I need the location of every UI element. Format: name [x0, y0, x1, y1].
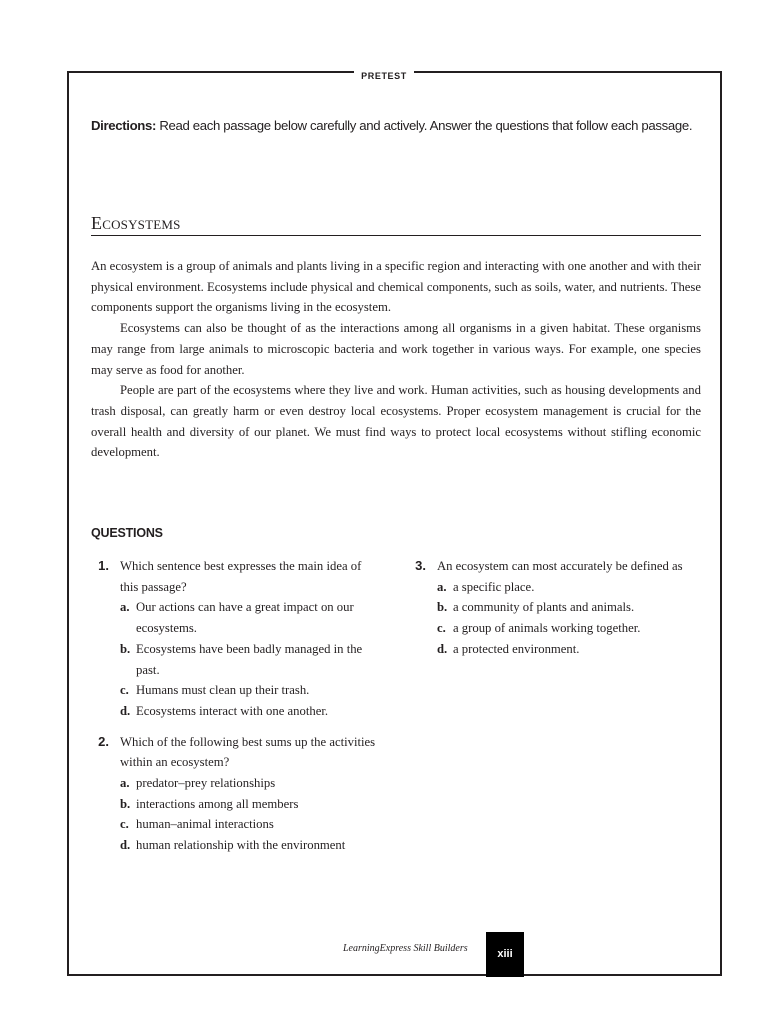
answer-option[interactable] — [120, 814, 381, 835]
answer-option[interactable] — [120, 773, 381, 794]
section-title: Ecosystems — [91, 211, 701, 236]
questions-column-left — [91, 556, 381, 866]
answer-option[interactable] — [120, 639, 381, 680]
option-text: a community of plants and animals. — [453, 600, 635, 615]
questions-heading: QUESTIONS — [91, 526, 163, 540]
questions-column-right — [408, 556, 708, 670]
option-letter: d. — [120, 838, 131, 853]
option-text: a specific place. — [453, 579, 535, 594]
passage-paragraph-2: Ecosystems can also be thought of as the interactions among all organisms in a given habitat. These organisms may range from large animals to microscopic bacteria and work together in various ways. For example, one species may serve as food for another. — [91, 321, 701, 377]
option-text: a protected environment. — [453, 641, 580, 656]
answer-options — [437, 577, 708, 660]
option-text: Ecosystems interact with one another. — [136, 703, 329, 718]
question-number: 1. — [98, 558, 109, 573]
option-letter: a. — [120, 776, 130, 791]
passage-paragraph-1: An ecosystem is a group of animals and plants living in a specific region and interacting with one another and with their physical environment. Ecosystems include physical and chemical components, such as soils, water, and nutrients. These components support the organisms living in the ecosystem. — [91, 259, 701, 315]
option-text: a group of animals working together. — [453, 621, 641, 636]
option-text: human–animal interactions — [136, 817, 274, 832]
answer-options — [120, 597, 381, 721]
option-letter: c. — [437, 621, 446, 636]
passage-paragraph-3: People are part of the ecosystems where they live and work. Human activities, such as housing developments and trash disposal, can greatly harm or even destroy local ecosystems. Proper ecosystem management is crucial for the overall health and diversity of our planet. We must find ways to protect local ecosystems without stifling economic development. — [91, 383, 701, 460]
option-letter: a. — [120, 600, 130, 615]
question-1 — [91, 556, 381, 722]
directions — [91, 117, 711, 135]
directions-text: Read each passage below carefully and actively. Answer the questions that follow each passage. — [156, 118, 693, 133]
option-text: human relationship with the environment — [136, 838, 346, 853]
option-letter: c. — [120, 817, 129, 832]
question-text: An ecosystem can most accurately be defined as — [437, 559, 683, 573]
answer-options — [120, 773, 381, 856]
page-number: xiii — [486, 932, 524, 977]
option-letter: b. — [120, 796, 131, 811]
answer-option[interactable] — [437, 597, 708, 618]
answer-option[interactable] — [120, 701, 381, 722]
option-text: predator–prey relationships — [136, 776, 276, 791]
answer-option[interactable] — [120, 835, 381, 856]
option-letter: a. — [437, 579, 447, 594]
answer-option[interactable] — [120, 680, 381, 701]
option-text: Our actions can have a great impact on our ecosystems. — [136, 600, 354, 636]
running-header — [0, 66, 768, 84]
answer-option[interactable] — [437, 577, 708, 598]
answer-option[interactable] — [120, 597, 381, 638]
question-number: 2. — [98, 733, 109, 749]
option-letter: c. — [120, 683, 129, 698]
option-letter: d. — [120, 703, 131, 718]
question-text: Which sentence best expresses the main idea of this passage? — [120, 559, 362, 594]
directions-label: Directions: — [91, 118, 157, 133]
answer-option[interactable] — [120, 794, 381, 815]
option-letter: b. — [120, 641, 131, 656]
question-text: Which of the following best sums up the activities within an ecosystem? — [120, 734, 376, 770]
option-letter: d. — [437, 641, 448, 656]
option-text: Humans must clean up their trash. — [136, 683, 310, 698]
question-number: 3. — [415, 558, 426, 573]
header-label: PRETEST — [354, 71, 414, 81]
question-3 — [408, 556, 708, 660]
question-2 — [91, 732, 381, 856]
publisher-footer: LearningExpress Skill Builders — [343, 943, 468, 954]
option-letter: b. — [437, 600, 448, 615]
passage — [91, 256, 701, 463]
option-text: interactions among all members — [136, 796, 299, 811]
answer-option[interactable] — [437, 639, 708, 660]
answer-option[interactable] — [437, 618, 708, 639]
option-text: Ecosystems have been badly managed in the past. — [136, 641, 363, 677]
